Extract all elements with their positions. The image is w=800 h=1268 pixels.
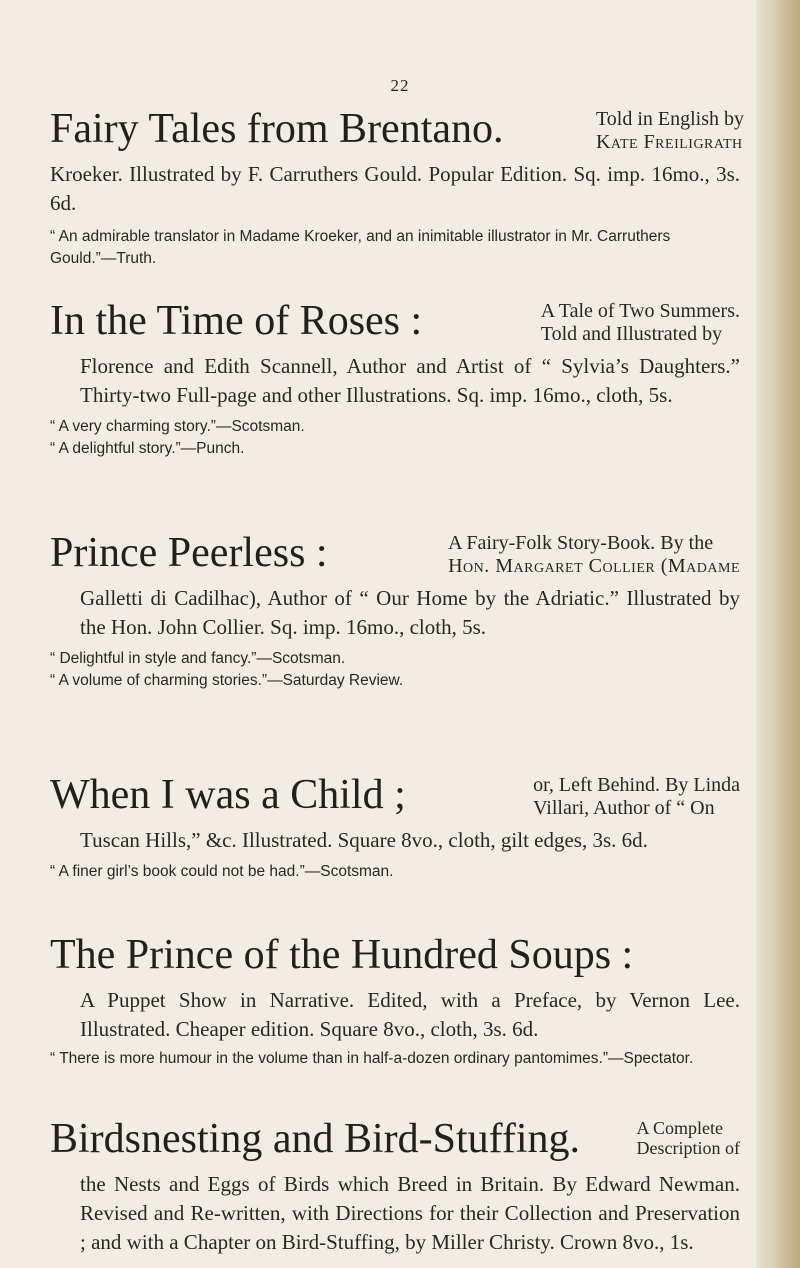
entry-when-i-was-a-child: [50, 770, 740, 883]
entry-subtitle: Told in English by Kate Freiligrath: [595, 108, 744, 153]
entry-body: Florence and Edith Scannell, Author and Artist of “ Sylvia’s Daughters.” Thirty-two Full-page and other Illustrations. Sq. imp. 16mo., cloth, 5s.: [80, 354, 740, 407]
entry-body: the Nests and Eggs of Birds which Breed in Britain. By Edward Newman. Revised and Re-written, with Directions for their Collection and Preservation ; and with a Chapter on Bird-Stuffing, by Miller Christy. Crown 8vo., 1s.: [80, 1172, 740, 1254]
entry-subtitle: A Fairy-Folk Story-Book. By the Hon. Margaret Collier (Madame: [448, 532, 740, 577]
review-quote: “ Delightful in style and fancy.”—Scotsman.: [50, 650, 346, 667]
entry-title: Prince Peerless :: [50, 530, 328, 576]
entry-subtitle: A Tale of Two Summers. Told and Illustrated by: [540, 300, 740, 345]
review-quote: “ A delightful story.”—Punch.: [50, 440, 245, 457]
page-number: 22: [390, 76, 410, 95]
entry-heading: [50, 770, 740, 826]
entry-title: The Prince of the Hundred Soups :: [50, 932, 634, 978]
entry-heading: [50, 1114, 740, 1170]
entry-heading: [50, 930, 740, 986]
entry-heading: [50, 296, 740, 352]
page-edge-shadow: [756, 0, 800, 1268]
entry-subtitle: A Complete Description of: [636, 1118, 740, 1158]
entry-subtitle: or, Left Behind. By Linda Villari, Author of “ On: [533, 774, 740, 819]
entry-heading: [50, 104, 744, 160]
entry-title: Birdsnesting and Bird-Stuffing.: [50, 1116, 581, 1162]
review-quote: “ An admirable translator in Madame Kroeker, and an inimitable illustrator in Mr. Carruthers Gould.”—Truth.: [50, 228, 671, 267]
entry-fairy-tales: [50, 104, 744, 270]
review-quote: “ A volume of charming stories.”—Saturday Review.: [50, 672, 404, 689]
entry-time-of-roses: [50, 296, 740, 460]
entry-heading: [50, 528, 740, 584]
entry-prince-peerless: [50, 528, 740, 692]
entry-body: Kroeker. Illustrated by F. Carruthers Gould. Popular Edition. Sq. imp. 16mo., 3s. 6d.: [50, 162, 740, 215]
entry-title: When I was a Child ;: [50, 772, 406, 818]
entry-title: Fairy Tales from Brentano.: [50, 106, 504, 152]
entry-prince-hundred-soups: [50, 930, 740, 1070]
review-quote: “ A very charming story.”—Scotsman.: [50, 418, 305, 435]
entry-title: In the Time of Roses :: [50, 298, 423, 344]
entry-body: Tuscan Hills,” &c. Illustrated. Square 8vo., cloth, gilt edges, 3s. 6d.: [80, 828, 648, 852]
review-quote: “ There is more humour in the volume than in half-a-dozen ordinary pantomimes.”—Spectator.: [50, 1050, 694, 1067]
entry-body: Galletti di Cadilhac), Author of “ Our Home by the Adriatic.” Illustrated by the Hon. John Collier. Sq. imp. 16mo., cloth, 5s.: [80, 586, 740, 639]
entry-body: A Puppet Show in Narrative. Edited, with a Preface, by Vernon Lee. Illustrated. Cheaper edition. Square 8vo., cloth, 3s. 6d.: [80, 988, 740, 1041]
entry-birdsnesting: [50, 1114, 740, 1257]
review-quote: “ A finer girl’s book could not be had.”—Scotsman.: [50, 863, 394, 880]
